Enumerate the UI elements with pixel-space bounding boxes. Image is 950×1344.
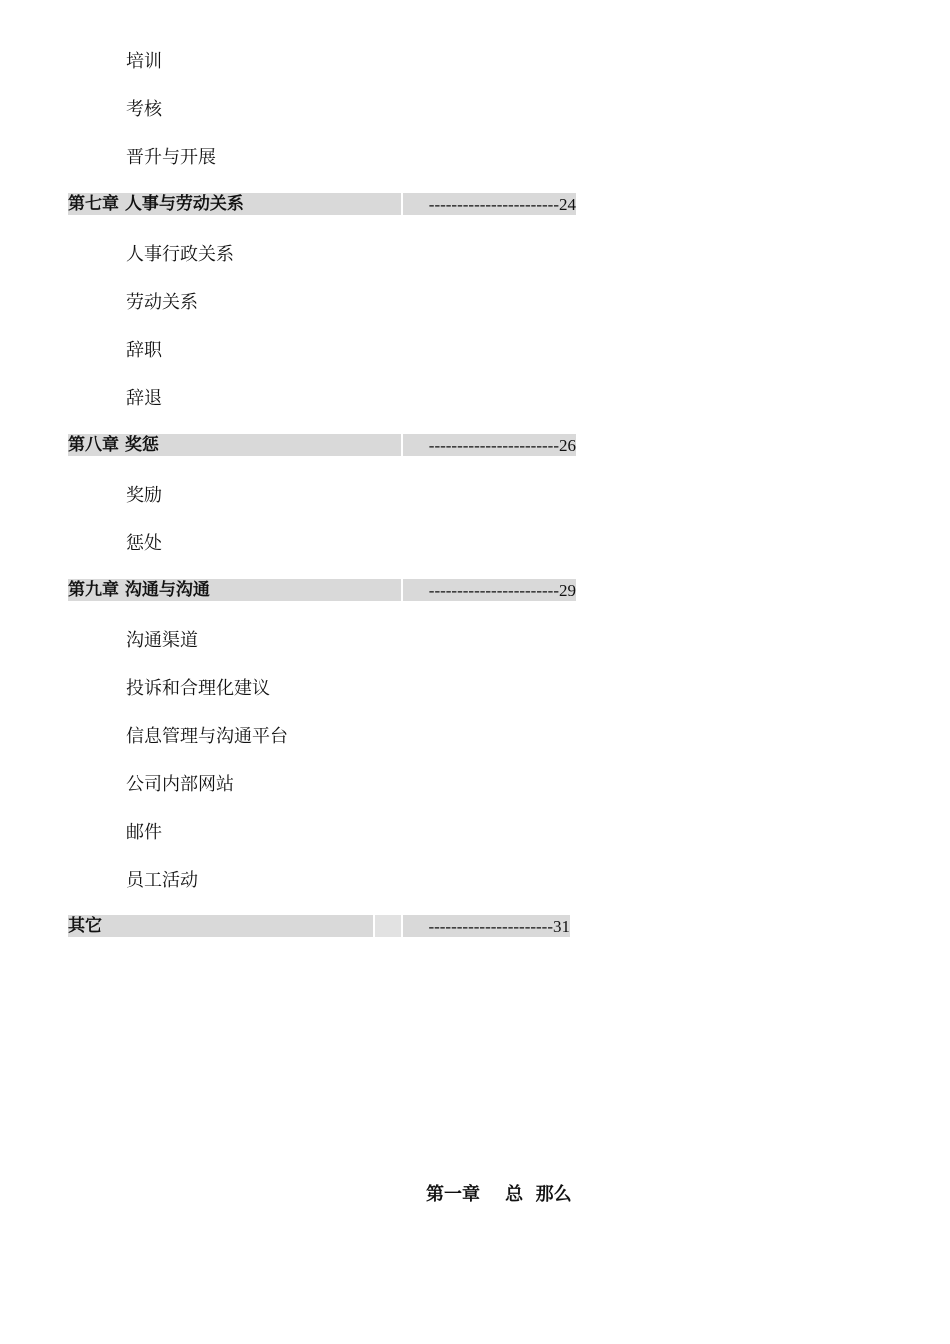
toc-item-reward: 奖励 [126, 485, 162, 506]
toc-page-leader: -----------------------24 [403, 193, 576, 215]
toc-item-resignation: 辞职 [126, 340, 162, 361]
toc-chapter-title: 第九章 沟通与沟通 [68, 580, 210, 600]
toc-page-leader: ----------------------31 [403, 915, 570, 937]
toc-page-leader: -----------------------26 [403, 434, 576, 456]
chapter-band [375, 915, 401, 937]
toc-item-punishment: 惩处 [126, 533, 162, 554]
toc-chapter-title: 第七章 人事与劳动关系 [68, 194, 244, 214]
chapter-heading: 第一章 总 那么 [426, 1184, 572, 1205]
toc-item-dismissal: 辞退 [126, 388, 162, 409]
toc-chapter-title: 其它 [68, 916, 102, 936]
toc-item-complaints-suggestions: 投诉和合理化建议 [126, 678, 270, 699]
toc-item-intranet: 公司内部网站 [126, 774, 234, 795]
toc-chapter-7 [68, 193, 576, 215]
toc-chapter-title: 第八章 奖惩 [68, 435, 159, 455]
toc-item-training: 培训 [126, 51, 162, 72]
toc-item-info-platform: 信息管理与沟通平台 [126, 726, 288, 747]
toc-chapter-8 [68, 434, 576, 456]
toc-page-leader: -----------------------29 [403, 579, 576, 601]
toc-other [68, 915, 570, 937]
chapter-band [68, 915, 373, 937]
toc-item-staff-activities: 员工活动 [126, 870, 198, 891]
toc-item-email: 邮件 [126, 822, 162, 843]
toc-chapter-9 [68, 579, 576, 601]
toc-item-assessment: 考核 [126, 99, 162, 120]
toc-item-comm-channels: 沟通渠道 [126, 630, 198, 651]
toc-item-labor-relations: 劳动关系 [126, 292, 198, 313]
toc-item-hr-admin-relations: 人事行政关系 [126, 244, 234, 265]
toc-item-promotion: 晋升与开展 [126, 147, 216, 168]
